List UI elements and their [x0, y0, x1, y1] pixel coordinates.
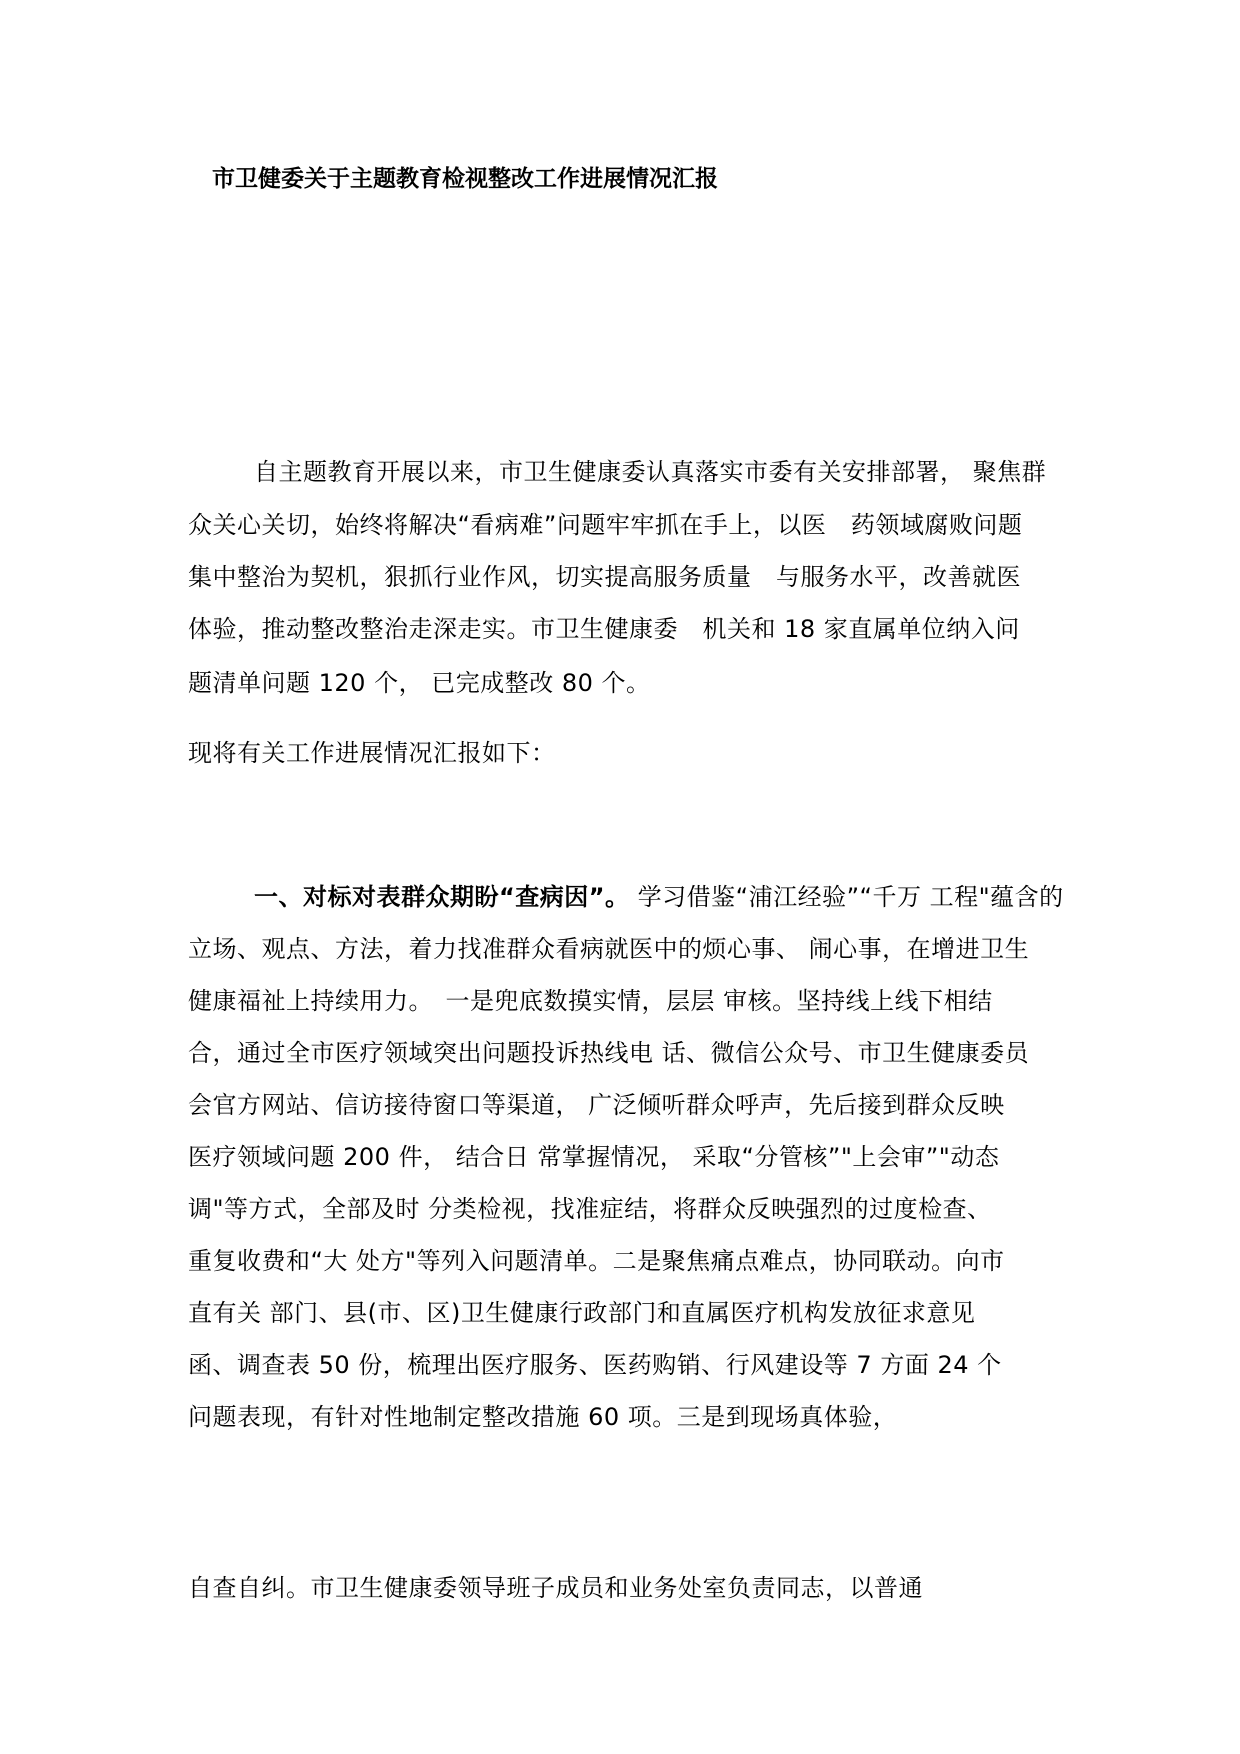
section-1-line: 函、调查表 50 份，梳理出医疗服务、医药购销、行风建设等 7 方面 24 个 — [188, 1351, 1002, 1379]
intro-line: 体验，推动整改整治走深走实。市卫生健康委 机关和 18 家直属单位纳入问 — [188, 615, 1020, 643]
section-1-line: 合，通过全市医疗领域突出问题投诉热线电 话、微信公众号、市卫生健康委员 — [188, 1039, 1030, 1067]
section-1-line: 问题表现，有针对性地制定整改措施 60 项。三是到现场真体验， — [188, 1403, 898, 1431]
intro-line: 众关心关切，始终将解决“看病难”问题牢牢抓在手上，以医 药领域腐败问题 — [188, 511, 1023, 539]
section-1-first-line-text: 学习借鉴“浦江经验”“千万 工程"蕴含的 — [629, 883, 1064, 911]
section-1-line: 立场、观点、方法，着力找准群众看病就医中的烦心事、 闹心事，在增进卫生 — [188, 935, 1030, 963]
intro-line: 集中整治为契机，狠抓行业作风，切实提高服务质量 与服务水平，改善就医 — [188, 563, 1021, 591]
section-1-line: 重复收费和“大 处方"等列入问题清单。二是聚焦痛点难点，协同联动。向市 — [188, 1247, 1005, 1275]
section-1-line: 医疗领域问题 200 件， 结合日 常掌握情况， 采取“分管核”"上会审”"动态 — [188, 1143, 1000, 1171]
section-1-line: 调"等方式，全部及时 分类检视，找准症结，将群众反映强烈的过度检查、 — [188, 1195, 992, 1223]
section-1-first-line — [254, 877, 1064, 912]
document-title: 市卫健委关于主题教育检视整改工作进展情况汇报 — [212, 166, 718, 192]
section-1-line: 直有关 部门、县(市、区)卫生健康行政部门和直属医疗机构发放征求意见 — [188, 1299, 976, 1327]
report-intro: 现将有关工作进展情况汇报如下： — [188, 739, 556, 767]
closing-line: 自查自纠。市卫生健康委领导班子成员和业务处室负责同志，以普通 — [188, 1574, 923, 1602]
section-1-line: 会官方网站、信访接待窗口等渠道， 广泛倾听群众呼声，先后接到群众反映 — [188, 1091, 1005, 1119]
intro-line: 自主题教育开展以来，市卫生健康委认真落实市委有关安排部署， 聚焦群 — [254, 458, 1047, 486]
section-1-heading: 一、对标对表群众期盼“查病因”。 — [254, 883, 630, 911]
section-1-line: 健康福祉上持续用力。 一是兜底数摸实情，层层 审核。坚持线上线下相结 — [188, 987, 993, 1015]
intro-line: 题清单问题 120 个， 已完成整改 80 个。 — [188, 669, 651, 697]
